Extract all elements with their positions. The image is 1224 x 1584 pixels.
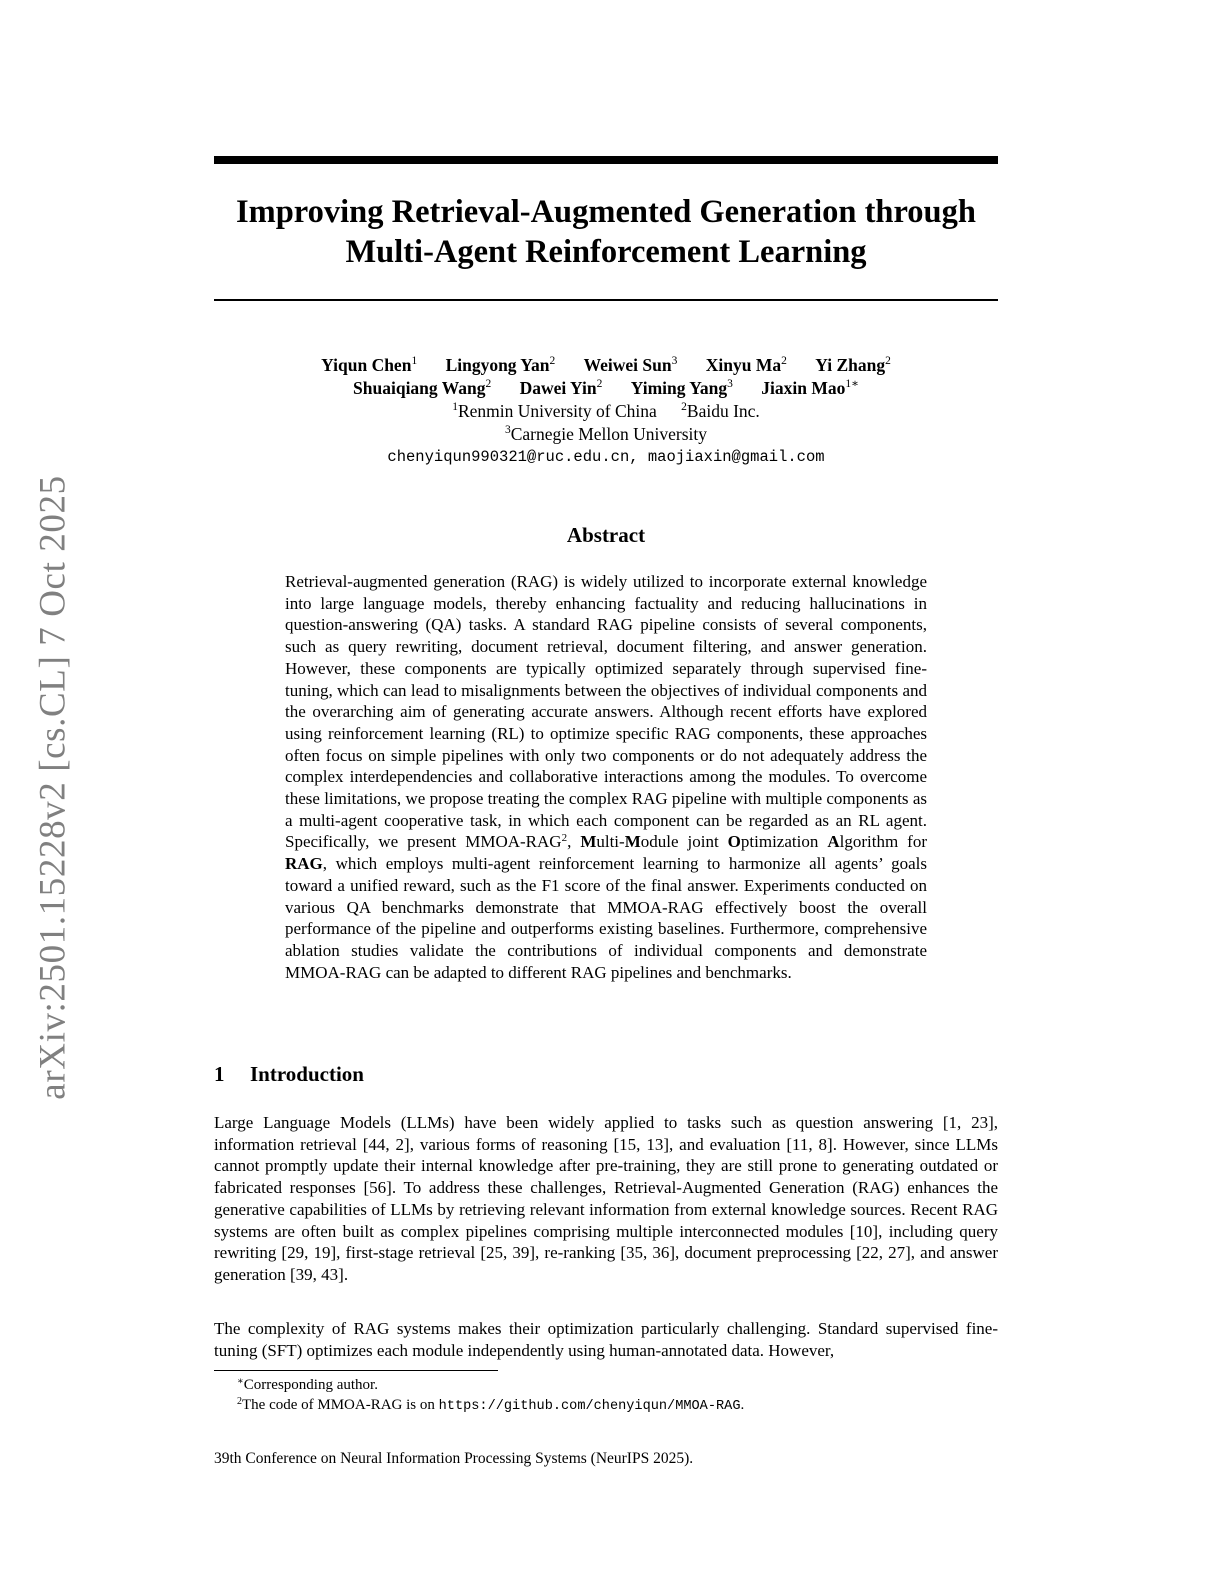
author-name: Lingyong Yan$^2$ [445,355,556,375]
title-top-rule [214,156,998,164]
title-bottom-rule [214,299,998,301]
author-affiliation-mark: 2 [596,378,603,390]
author-affiliation-mark: 2 [485,378,492,390]
author-name: Dawei Yin$^2$ [519,378,603,398]
abstract-text: Retrieval-augmented generation (RAG) is widely utilized to incorporate external knowledge into large language models, thereby enhancing factuality and reducing hallucinations in question-answering (QA) tasks. A standard RAG pipeline consists of several components, such as query rewriting, document retrieval, document filtering, and answer generation. However, these components are typically optimized separately through supervised fine-tuning, which can lead to misalignments between the objectives of individual components and the overarching aim of generating accurate answers. Although recent efforts have explored using reinforcement learning (RL) to optimize specific RAG components, these approaches often focus on simple pipelines with only two components or do not adequately address the complex interdependencies and collaborative interactions among the modules. To overcome these limitations, we propose treating the complex RAG pipeline with multiple components as a multi-agent cooperative task, in which each component can be regarded as an RL agent. Specifically, we present MMOA-RAG$^2$, Multi-Module joint Optimization Algorithm for RAG, which employs multi-agent reinforcement learning to harmonize all agents’ goals toward a unified reward, such as the F1 score of the final answer. Experiments conducted on various QA benchmarks demonstrate that MMOA-RAG effectively boost the overall performance of the pipeline and outperforms existing baselines. Furthermore, comprehensive ablation studies validate the contributions of individual components and demonstrate MMOA-RAG can be adapted to different RAG pipelines and benchmarks. [285,572,927,982]
footnote-code-link: $^2$The code of MMOA-RAG is on https://github.com/chenyiqun/MMOA-RAG. [237,1396,745,1414]
section-heading-introduction [214,1062,998,1087]
author-name: Shuaiqiang Wang$^2$ [353,378,492,398]
section-number: 1 [214,1062,225,1086]
abstract-heading: Abstract [566,523,646,547]
affiliation-line-2 [214,423,998,446]
author-affiliation-mark: 1 [411,355,418,367]
footnote-mark: 2 [561,832,568,845]
arxiv-identifier [28,455,78,1120]
author-affiliation-mark: 3 [671,355,678,367]
author-affiliation-mark: 2 [549,355,556,367]
author-line-2 [214,377,998,400]
author-name: Jiaxin Mao$^{1∗}$ [761,378,859,398]
affiliation: $^3$Carnegie Mellon University [504,424,708,444]
author-line-1 [214,354,998,377]
affiliation-line-1 [214,400,998,423]
affiliation: $^2$Baidu Inc. [681,401,760,421]
title-line-1: Improving Retrieval-Augmented Generation through [236,194,976,230]
author-name: Yiqun Chen$^1$ [321,355,418,375]
author-affiliation-mark: 2 [885,355,891,367]
intro-paragraph-2: The complexity of RAG systems makes their optimization particularly challenging. Standard supervised fine-tuning (SFT) optimizes each module independently using human-annotated data. However, [214,1319,998,1360]
section-title: Introduction [250,1062,364,1086]
author-emails: chenyiqun990321@ruc.edu.cn, maojiaxin@gmail.com [387,448,825,466]
author-block [214,354,998,469]
intro-paragraph-1: Large Language Models (LLMs) have been widely applied to tasks such as question answering [1, 23], information retrieval [44, 2], various forms of reasoning [15, 13], and evaluation [11, 8]. However, since LLMs cannot promptly update their internal knowledge after pre-training, they are still prone to generating outdated or fabricated responses [56]. To address these challenges, Retrieval-Augmented Generation (RAG) enhances the generative capabilities of LLMs by retrieving relevant information from external knowledge sources. Recent RAG systems are often built as complex pipelines comprising multiple interconnected modules [10], including query rewriting [29, 19], first-stage retrieval [25, 39], re-ranking [35, 36], document preprocessing [22, 27], and answer generation [39, 43]. [214,1113,998,1284]
footnote-corresponding-author: ∗Corresponding author. [237,1376,378,1393]
footnote-rule [214,1370,498,1371]
author-affiliation-mark: 2 [781,355,787,367]
affiliation: $^1$Renmin University of China [452,401,657,421]
title-line-2: Multi-Agent Reinforcement Learning [345,234,867,270]
arxiv-identifier-text: arXiv:2501.15228v2 [cs.CL] 7 Oct 2025 [32,475,74,1100]
paper-title [214,192,998,272]
author-name: Yiming Yang$^3$ [630,378,733,398]
author-name: Xinyu Ma$^2$ [705,355,787,375]
footnotes [237,1375,997,1417]
author-name: Weiwei Sun$^3$ [583,355,678,375]
author-affiliation-mark: 1∗ [845,378,859,390]
venue-footer: 39th Conference on Neural Information Processing Systems (NeurIPS 2025). [214,1450,694,1467]
author-affiliation-mark: 3 [727,378,733,390]
code-url-link[interactable]: https://github.com/chenyiqun/MMOA-RAG [438,1399,741,1414]
author-name: Yi Zhang$^2$ [815,355,891,375]
